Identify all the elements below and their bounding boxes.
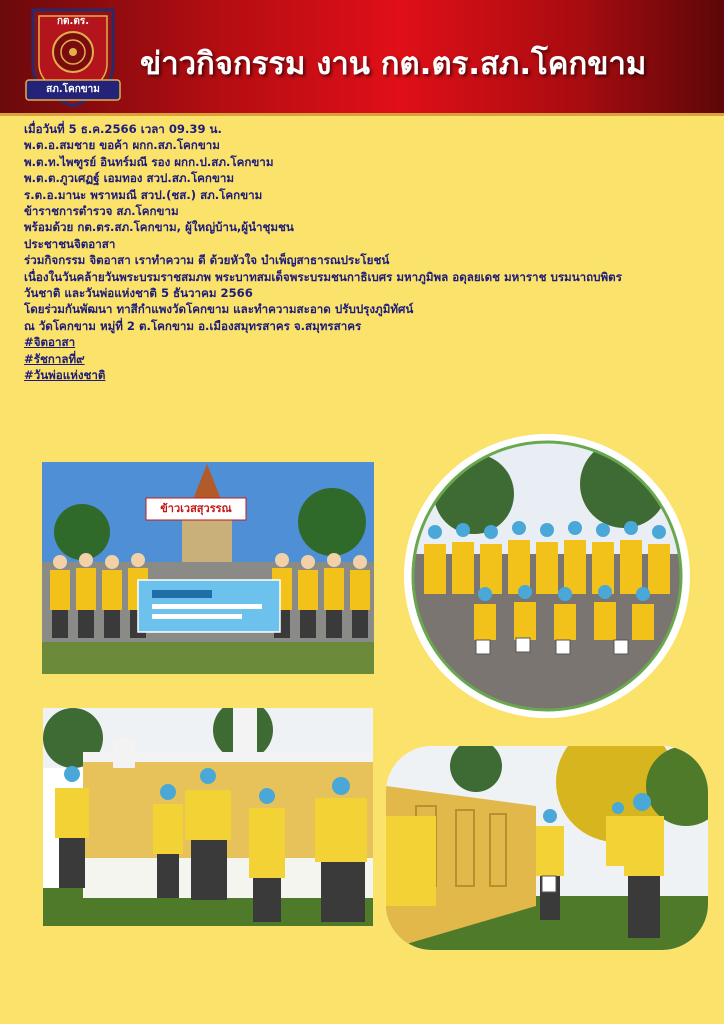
article-line: พ.ต.ต.ภูวเศฏฐ์ เอมทอง สวป.สภ.โคกขาม (24, 171, 235, 186)
wall-painting-photo-2 (386, 746, 708, 950)
logo-top-text: กต.ตร. (56, 16, 89, 27)
article-line: ข้าราชการตำรวจ สภ.โคกขาม (24, 204, 179, 219)
header-banner (0, 0, 724, 116)
group-photo-circle (404, 434, 690, 718)
article-line: ร่วมกิจกรรม จิตอาสา เราทำความ ดี ด้วยหัวใจ บำเพ็ญสาธารณประโยชน์ (24, 253, 390, 268)
article-line: โดยร่วมกันพัฒนา ทาสีกำแพงวัดโคกขาม และทำความสะอาด ปรับปรุงภูมิทัศน์ (24, 302, 414, 317)
article-line: วันชาติ และวันพ่อแห่งชาติ 5 ธันวาคม 2566 (24, 286, 253, 301)
page-title: ข่าวกิจกรรม งาน กต.ตร.สภ.โคกขาม (140, 46, 647, 82)
logo-text: สภ.โคกขาม (46, 84, 100, 95)
hashtag-link[interactable]: #วันพ่อแห่งชาติ (24, 368, 106, 383)
group-photo-temple (42, 462, 374, 674)
article-line: เนื่องในวันคล้ายวันพระบรมราชสมภพ พระบาทสมเด็จพระบรมชนกาธิเบศร มหาภูมิพล อดุลยเดช มหาราช บรมนาถบพิตร (24, 269, 622, 284)
temple-sign-text: ข้าวเวสสุวรรณ (160, 502, 232, 515)
article-line: ประชาชนจิตอาสา (24, 236, 116, 251)
hashtag-link[interactable]: #รัชกาลที่๙ (24, 351, 85, 366)
article-line: ณ วัดโคกขาม หมู่ที่ 2 ต.โคกขาม อ.เมืองสมุทรสาคร จ.สมุทรสาคร (24, 318, 362, 333)
article-body (24, 121, 714, 384)
article-line: เมื่อวันที่ 5 ธ.ค.2566 เวลา 09.39 น. (24, 122, 222, 136)
article-line: พร้อมด้วย กต.ตร.สภ.โคกขาม, ผู้ใหญ่บ้าน,ผู้นำชุมชน (24, 220, 294, 235)
article-line: พ.ต.ท.ไพฑูรย์ อินทร์มณี รอง ผกก.ป.สภ.โคกขาม (24, 154, 274, 169)
wall-painting-photo (43, 708, 373, 926)
article-line: ร.ต.อ.มานะ พราหมณี สวป.(ชส.) สภ.โคกขาม (24, 187, 263, 202)
article-line: พ.ต.อ.สมชาย ขอค้า ผกก.สภ.โคกขาม (24, 138, 220, 153)
hashtag-link[interactable]: #จิตอาสา (24, 335, 76, 350)
